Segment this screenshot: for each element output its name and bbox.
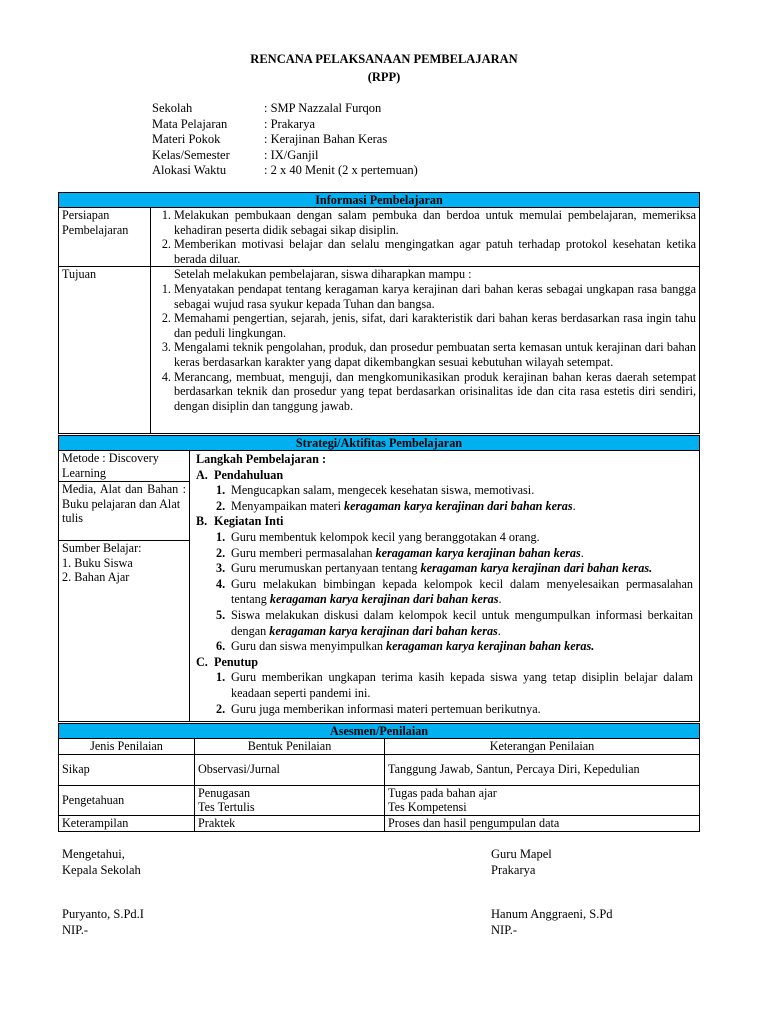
persiapan-content <box>151 208 700 267</box>
step-text <box>231 608 693 639</box>
signatory-nip: NIP.- <box>491 922 518 937</box>
text: . <box>498 592 502 607</box>
section-letter: C. <box>196 654 208 669</box>
step-number: 6. <box>216 639 226 654</box>
step-item <box>196 608 693 639</box>
list-item: 4. Merancang, membuat, menguji, dan mengkomunikasikan produk kerajinan bahan keras daerah setempat berdasarkan teknik dan prosedur yang tepat berdasarkan orisinalitas ide dan cita rasa estetis diri sendiri, dengan disiplin dan tanggung jawab. <box>174 370 696 414</box>
step-item <box>196 499 693 515</box>
text: Guru melakukan bimbingan kepada kelompok kecil dalam menyelesaikan permasalahan tentang <box>231 576 693 607</box>
bentuk-cell: Penugasan Tes Tertulis <box>195 786 385 816</box>
signature-role: Kepala Sekolah <box>62 862 141 877</box>
column-header: Bentuk Penilaian <box>195 739 385 755</box>
step-number: 4. <box>216 576 226 591</box>
text: Guru merumuskan pertanyaan tentang <box>231 561 421 576</box>
identity-key: Sekolah <box>152 101 193 115</box>
text: . <box>497 623 501 638</box>
signature-left-name <box>62 907 144 938</box>
tujuan-row <box>59 267 700 434</box>
tujuan-label: Tujuan <box>59 267 151 434</box>
step-number: 2. <box>216 498 226 513</box>
metode-cell: Metode : Discovery Learning <box>59 451 190 482</box>
identity-key: Mata Pelajaran <box>152 116 228 131</box>
identity-row-alokasi <box>152 163 418 179</box>
strategy-section-heading: Strategi/Aktifitas Pembelajaran <box>58 435 700 451</box>
text: Menyampaikan materi <box>231 498 345 513</box>
document-title: RENCANA PELAKSANAAN PEMBELAJARAN <box>250 52 518 66</box>
text: Siswa melakukan diskusi dalam kelompok kecil untuk mengumpulkan informasi berkaitan dengan <box>231 607 693 638</box>
step-text <box>231 546 693 562</box>
signatory-name: Puryanto, S.Pd.I <box>62 907 144 921</box>
table-row <box>59 755 700 786</box>
step-text <box>231 639 693 655</box>
text: . <box>580 545 584 560</box>
step-text: Guru membentuk kelompok kecil yang beranggotakan 4 orang. <box>231 529 540 544</box>
step-text <box>231 561 693 577</box>
identity-value: : 2 x 40 Menit (2 x pertemuan) <box>264 163 418 177</box>
sumber-item: 2. Bahan Ajar <box>62 570 130 585</box>
step-text <box>231 499 693 515</box>
emphasis: keragaman karya kerajinan dari bahan keras <box>344 498 573 513</box>
signature-label: Mengetahui, <box>62 847 125 861</box>
step-number: 3. <box>216 561 226 576</box>
langkah-cell <box>190 451 700 722</box>
persiapan-label: Persiapan Pembelajaran <box>59 208 151 267</box>
step-item <box>196 670 693 701</box>
signature-right-name <box>491 907 613 938</box>
emphasis: keragaman karya kerajinan bahan keras. <box>386 639 595 654</box>
list-item: 3. Mengalami teknik pengolahan, produk, dan prosedur pembuatan serta kemasan untuk kerajinan dari bahan keras berdasarkan karakter yang dapat dikembangkan sesuai kebutuhan wilayah setempat. <box>174 340 696 369</box>
section-letter: B. <box>196 514 208 529</box>
signatory-nip: NIP.- <box>62 922 89 937</box>
step-item <box>196 561 693 577</box>
section-kegiatan-inti <box>196 514 693 530</box>
signature-left <box>62 847 141 878</box>
list-item: 2. Memberikan motivasi belajar dan selalu mengingatkan agar patuh terhadap protokol kesehatan ketika berada diluar. <box>174 237 696 266</box>
signature-role: Guru Mapel <box>491 847 552 861</box>
identity-key: Materi Pokok <box>152 132 221 146</box>
identity-key: Alokasi Waktu <box>152 163 227 177</box>
step-number: 1. <box>216 529 226 544</box>
bentuk-cell: Praktek <box>195 816 385 832</box>
jenis-cell: Pengetahuan <box>59 786 195 816</box>
info-section-heading: Informasi Pembelajaran <box>58 192 700 208</box>
section-letter: A. <box>196 467 208 482</box>
document-subtitle: (RPP) <box>367 70 401 84</box>
section-title: Pendahuluan <box>214 467 284 482</box>
identity-block <box>152 101 418 179</box>
step-item <box>196 702 693 718</box>
media-value: Buku pelajaran dan Alat tulis <box>62 496 181 526</box>
assessment-section-heading: Asesmen/Penilaian <box>58 723 700 739</box>
step-number: 2. <box>216 545 226 560</box>
emphasis: keragaman karya kerajinan dari bahan keras. <box>420 561 653 576</box>
assessment-header-row <box>59 739 700 755</box>
identity-row-mapel <box>152 117 418 133</box>
text: . <box>572 498 576 513</box>
table-row <box>59 786 700 816</box>
identity-value: : SMP Nazzalal Furqon <box>264 101 382 115</box>
step-text: Guru memberikan ungkapan terima kasih kepada siswa yang tetap disiplin belajar dalam keadaan seperti pandemi ini. <box>231 670 693 700</box>
emphasis: keragaman karya kerajinan dari bahan keras <box>269 592 499 607</box>
step-number: 1. <box>216 483 226 498</box>
section-title: Penutup <box>214 654 259 669</box>
jenis-cell: Sikap <box>59 755 195 786</box>
strategy-table <box>58 450 700 722</box>
sumber-cell <box>59 541 190 722</box>
bentuk-cell: Observasi/Jurnal <box>195 755 385 786</box>
section-pendahuluan <box>196 468 693 484</box>
section-title: Kegiatan Inti <box>214 514 284 529</box>
media-label: Media, Alat dan Bahan : <box>62 482 186 496</box>
keterangan-cell: Proses dan hasil pengumpulan data <box>385 816 700 832</box>
step-item <box>196 639 693 655</box>
list-item: 1. Melakukan pembukaan dengan salam pembuka dan berdoa untuk memulai pembelajaran, memeriksa kehadiran peserta didik sebagai sikap disiplin. <box>174 208 696 237</box>
tujuan-content <box>151 267 700 434</box>
sumber-item: 1. Buku Siswa <box>62 555 133 570</box>
list-item: 1. Menyatakan pendapat tentang keragaman karya kerajinan dari bahan keras sebagai ungkapan rasa bangga sebagai wujud rasa syukur kepada Tuhan dan bangsa. <box>174 282 696 311</box>
column-header: Keterangan Penilaian <box>385 739 700 755</box>
table-row <box>59 816 700 832</box>
identity-row-materi <box>152 132 418 148</box>
step-number: 2. <box>216 701 226 716</box>
step-item <box>196 483 693 499</box>
sumber-label: Sumber Belajar: <box>62 541 142 555</box>
step-number: 1. <box>216 670 226 685</box>
identity-row-sekolah <box>152 101 418 117</box>
signatory-name: Hanum Anggraeni, S.Pd <box>491 907 613 921</box>
emphasis: keragaman karya kerajinan bahan keras <box>375 545 581 560</box>
persiapan-list <box>154 208 696 266</box>
step-text <box>231 577 693 608</box>
identity-key: Kelas/Semester <box>152 147 230 162</box>
step-item <box>196 546 693 562</box>
column-header: Jenis Penilaian <box>59 739 195 755</box>
tujuan-list <box>154 282 696 413</box>
identity-value: : Kerajinan Bahan Keras <box>264 132 388 146</box>
section-penutup <box>196 655 693 671</box>
keterangan-cell: Tanggung Jawab, Santun, Percaya Diri, Kepedulian <box>385 755 700 786</box>
identity-value: : IX/Ganjil <box>264 147 319 162</box>
persiapan-row <box>59 208 700 267</box>
signature-right <box>491 847 552 878</box>
tujuan-intro: Setelah melakukan pembelajaran, siswa diharapkan mampu : <box>174 267 472 282</box>
step-number: 5. <box>216 607 226 622</box>
jenis-cell: Keterampilan <box>59 816 195 832</box>
info-table <box>58 207 700 434</box>
assessment-table <box>58 738 700 832</box>
step-item <box>196 577 693 608</box>
step-item <box>196 530 693 546</box>
langkah-title: Langkah Pembelajaran : <box>196 452 327 466</box>
keterangan-cell: Tugas pada bahan ajar Tes Kompetensi <box>385 786 700 816</box>
step-text: Mengucapkan salam, mengecek kesehatan siswa, memotivasi. <box>231 483 535 498</box>
text: Guru dan siswa menyimpulkan <box>231 639 387 654</box>
text: Guru memberi permasalahan <box>231 545 376 560</box>
list-item: 2. Memahami pengertian, sejarah, jenis, sifat, dari karakteristik dari bahan keras berdasarkan rasa ingin tahu dan peduli lingkungan. <box>174 311 696 340</box>
signature-subject: Prakarya <box>491 862 536 877</box>
identity-value: : Prakarya <box>264 116 316 131</box>
identity-row-kelas <box>152 148 418 164</box>
emphasis: keragaman karya kerajinan dari bahan keras <box>269 623 498 638</box>
media-cell <box>59 482 190 541</box>
step-text: Guru juga memberikan informasi materi pertemuan berikutnya. <box>231 701 541 716</box>
